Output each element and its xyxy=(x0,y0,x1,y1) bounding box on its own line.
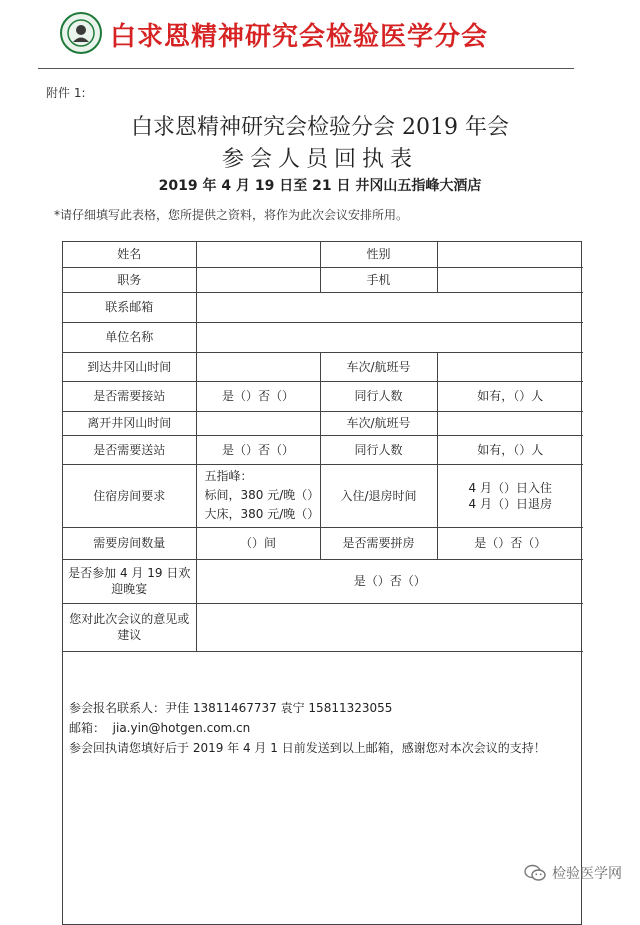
arrival-train-input[interactable] xyxy=(437,352,583,381)
arrival-companions-input[interactable]: 如有，（）人 xyxy=(437,381,583,411)
lodging-king-option[interactable]: 大床，380 元/晚（） xyxy=(204,507,320,521)
wechat-icon xyxy=(524,864,546,882)
position-input[interactable] xyxy=(196,267,320,292)
header-divider xyxy=(38,68,574,69)
departure-train-label: 车次/航班号 xyxy=(320,411,437,435)
fill-notice: *请仔细填写此表格，您所提供之资料，将作为此次会议安排所用。 xyxy=(54,208,409,222)
pickup-label: 是否需要接站 xyxy=(63,381,196,411)
pickup-choice[interactable]: 是（）否（） xyxy=(196,381,320,411)
watermark-text: 检验医学网 xyxy=(552,866,622,882)
departure-time-label: 离开井冈山时间 xyxy=(63,411,196,435)
submission-instruction: 参会回执请您填好后于 2019 年 4 月 1 日前发送到以上邮箱，感谢您对本次会议的支持！ xyxy=(69,740,546,755)
departure-time-input[interactable] xyxy=(196,411,320,435)
checkin-date[interactable]: 4 月（）日入住 xyxy=(468,480,552,495)
lodging-standard-option[interactable]: 标间，380 元/晚（） xyxy=(204,488,320,502)
document-title: 白求恩精神研究会检验分会 2019 年会 xyxy=(131,115,509,140)
departure-companions-label: 同行人数 xyxy=(320,435,437,464)
position-label: 职务 xyxy=(63,267,196,292)
email-label: 联系邮箱 xyxy=(63,292,196,322)
banquet-choice[interactable]: 是（）否（） xyxy=(196,559,583,603)
arrival-time-label: 到达井冈山时间 xyxy=(63,352,196,381)
arrival-companions-label: 同行人数 xyxy=(320,381,437,411)
email-line xyxy=(69,718,581,738)
contact-line: 参会报名联系人：尹佳 13811467737 袁宁 15811323055 xyxy=(69,700,393,715)
checkout-date[interactable]: 4 月（）日退房 xyxy=(468,496,552,511)
dropoff-choice[interactable]: 是（）否（） xyxy=(196,435,320,464)
room-share-label: 是否需要拼房 xyxy=(320,527,437,559)
departure-companions-input[interactable]: 如有，（）人 xyxy=(437,435,583,464)
lodging-options[interactable] xyxy=(196,464,320,527)
name-label: 姓名 xyxy=(63,242,196,267)
banquet-label: 是否参加 4 月 19 日欢迎晚宴 xyxy=(63,559,196,603)
feedback-input[interactable] xyxy=(196,603,583,651)
footer-email-label: 邮箱： xyxy=(69,720,106,735)
dropoff-label: 是否需要送站 xyxy=(63,435,196,464)
form-footer xyxy=(63,652,581,924)
organization-input[interactable] xyxy=(196,322,583,352)
page-header xyxy=(60,10,580,60)
checkin-label: 入住/退房时间 xyxy=(320,464,437,527)
name-input[interactable] xyxy=(196,242,320,267)
checkin-checkout-input[interactable] xyxy=(437,464,583,527)
departure-train-input[interactable] xyxy=(437,411,583,435)
lodging-hotel: 五指峰： xyxy=(204,469,253,483)
mobile-label: 手机 xyxy=(320,267,437,292)
lodging-label: 住宿房间要求 xyxy=(63,464,196,527)
organization-label: 单位名称 xyxy=(63,322,196,352)
registration-form xyxy=(62,241,582,925)
gender-label: 性别 xyxy=(320,242,437,267)
logo-emblem-icon xyxy=(66,18,96,48)
arrival-train-label: 车次/航班号 xyxy=(320,352,437,381)
event-date-venue: 2019 年 4 月 19 日至 21 日 井冈山五指峰大酒店 xyxy=(158,178,482,194)
rooms-label: 需要房间数量 xyxy=(63,527,196,559)
feedback-label: 您对此次会议的意见或建议 xyxy=(63,603,196,651)
association-logo xyxy=(60,12,102,54)
organization-name: 白求恩精神研究会检验医学分会 xyxy=(110,22,489,52)
mobile-input[interactable] xyxy=(437,267,583,292)
email-input[interactable] xyxy=(196,292,583,322)
footer-email-link[interactable]: jia.yin@hotgen.com.cn xyxy=(112,720,251,735)
gender-input[interactable] xyxy=(437,242,583,267)
document-subtitle: 参会人员回执表 xyxy=(221,147,418,172)
arrival-time-input[interactable] xyxy=(196,352,320,381)
watermark xyxy=(524,863,622,883)
room-share-choice[interactable]: 是（）否（） xyxy=(437,527,583,559)
attachment-label: 附件 1: xyxy=(46,86,86,100)
rooms-input[interactable]: （）间 xyxy=(196,527,320,559)
